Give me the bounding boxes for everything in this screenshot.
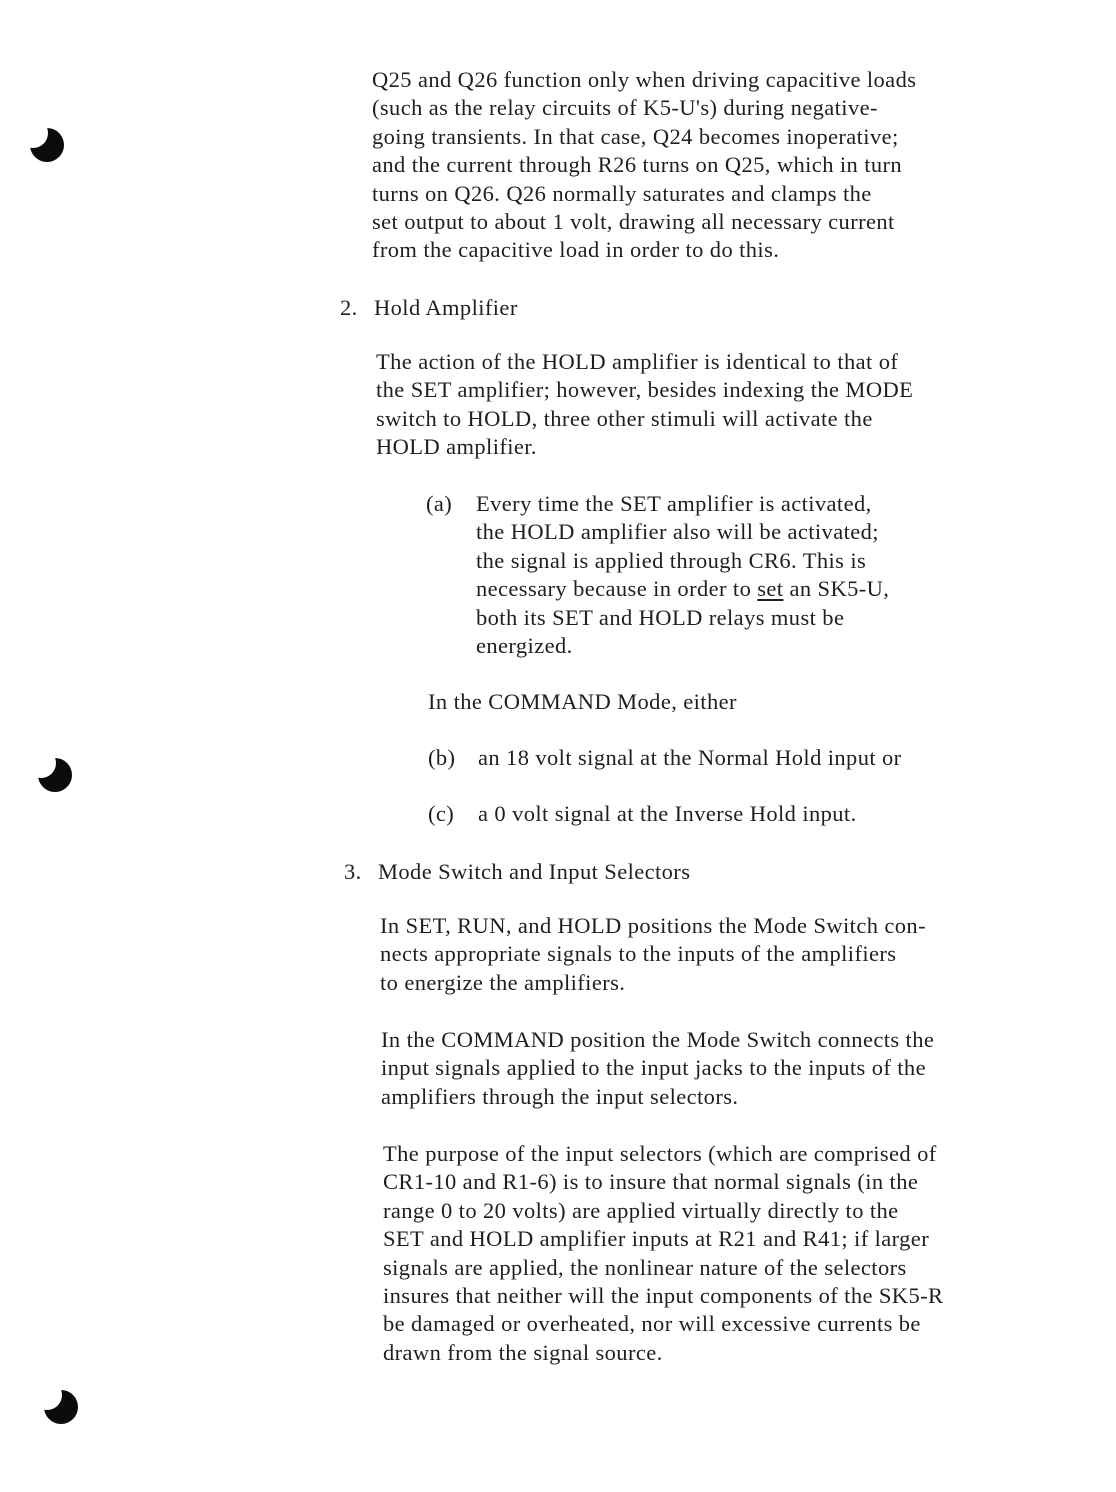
- text-line: amplifiers through the input selectors.: [381, 1083, 739, 1109]
- text-fragment: necessary because in order to: [476, 576, 758, 602]
- command-mode-line: [428, 688, 737, 716]
- text-line: turns on Q26. Q26 normally saturates and clamps the: [372, 180, 872, 206]
- text-line: insures that neither will the input components of the SK5-R: [383, 1283, 944, 1309]
- list-item-c: [428, 800, 857, 828]
- text-line: set output to about 1 volt, drawing all necessary current: [372, 209, 895, 235]
- text-line: switch to HOLD, three other stimuli will activate the: [376, 405, 873, 431]
- list-item-a: [426, 490, 889, 660]
- intro-paragraph: [372, 66, 916, 265]
- section-title: Hold Amplifier: [374, 295, 518, 320]
- text-line: In the COMMAND Mode, either: [428, 689, 737, 714]
- list-item-b: [428, 744, 902, 772]
- item-label: (a): [426, 491, 453, 516]
- section-2-paragraph: [376, 348, 913, 462]
- text-line: the SET amplifier; however, besides indexing the MODE: [376, 377, 914, 403]
- text-line: be damaged or overheated, nor will excessive currents be: [383, 1311, 921, 1337]
- text-line: [476, 575, 889, 603]
- binder-hole-bottom: [44, 1390, 78, 1424]
- section-number: 3.: [344, 859, 362, 884]
- binder-hole-top: [30, 128, 64, 162]
- section-3-paragraph-2: [381, 1026, 934, 1111]
- section-3-paragraph-1: [380, 912, 926, 997]
- section-2-heading: [340, 294, 518, 322]
- text-line: to energize the amplifiers.: [380, 969, 626, 995]
- underlined-word: set: [757, 576, 784, 602]
- text-line: and the current through R26 turns on Q25, which in turn: [372, 152, 903, 178]
- text-line: both its SET and HOLD relays must be: [476, 604, 845, 630]
- section-3-heading: [344, 858, 690, 886]
- text-line: a 0 volt signal at the Inverse Hold input.: [478, 801, 857, 826]
- text-line: HOLD amplifier.: [376, 434, 537, 460]
- binder-hole-middle: [38, 758, 72, 792]
- section-number: 2.: [340, 295, 358, 320]
- text-line: SET and HOLD amplifier inputs at R21 and R41; if larger: [383, 1226, 930, 1252]
- item-label: (c): [428, 801, 455, 826]
- text-fragment: an SK5-U,: [783, 576, 890, 602]
- text-line: an 18 volt signal at the Normal Hold input or: [478, 745, 902, 770]
- text-line: going transients. In that case, Q24 becomes inoperative;: [372, 123, 899, 149]
- text-line: In SET, RUN, and HOLD positions the Mode Switch con-: [380, 913, 926, 938]
- text-line: the HOLD amplifier also will be activated;: [476, 519, 879, 545]
- text-line: CR1-10 and R1-6) is to insure that normal signals (in the: [383, 1169, 919, 1195]
- text-line: (such as the relay circuits of K5-U's) during negative-: [372, 95, 878, 121]
- item-label: (b): [428, 745, 456, 770]
- section-title: Mode Switch and Input Selectors: [378, 859, 691, 884]
- text-line: Every time the SET amplifier is activated,: [476, 491, 872, 516]
- text-line: In the COMMAND position the Mode Switch connects the: [381, 1027, 935, 1052]
- text-line: signals are applied, the nonlinear nature of the selectors: [383, 1254, 907, 1280]
- text-line: drawn from the signal source.: [383, 1339, 663, 1365]
- text-line: input signals applied to the input jacks to the inputs of the: [381, 1055, 926, 1081]
- text-line: nects appropriate signals to the inputs of the amplifiers: [380, 941, 897, 967]
- text-line: range 0 to 20 volts) are applied virtually directly to the: [383, 1197, 899, 1223]
- text-line: The action of the HOLD amplifier is identical to that of: [376, 349, 899, 374]
- section-3-paragraph-3: [383, 1140, 943, 1367]
- text-line: The purpose of the input selectors (which are comprised of: [383, 1141, 937, 1166]
- text-line: energized.: [476, 633, 573, 659]
- text-line: Q25 and Q26 function only when driving capacitive loads: [372, 67, 917, 92]
- text-line: from the capacitive load in order to do this.: [372, 237, 780, 263]
- text-line: the signal is applied through CR6. This is: [476, 547, 867, 573]
